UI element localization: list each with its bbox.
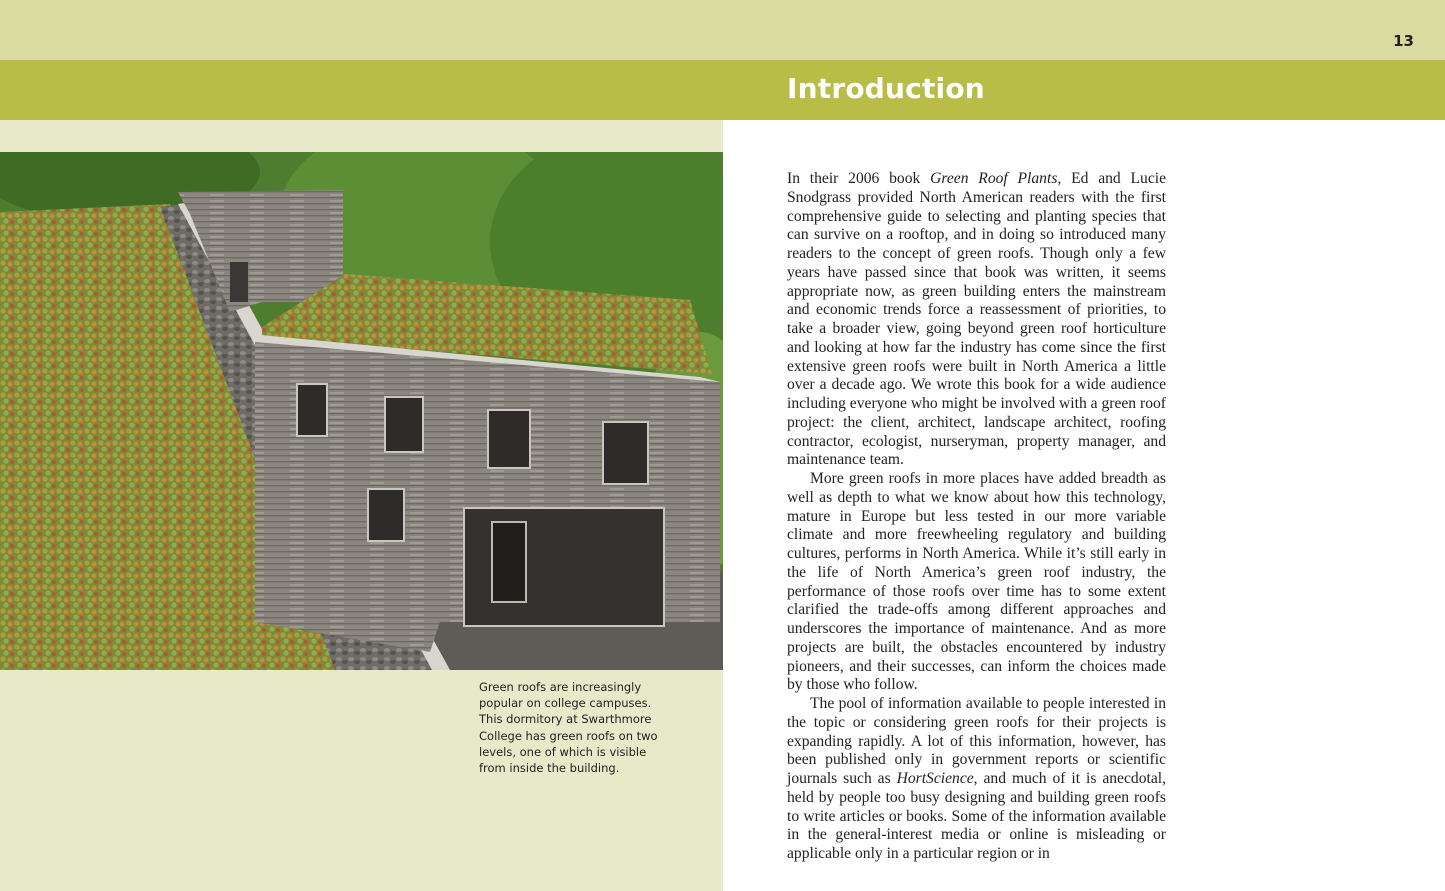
paragraph-1: In their 2006 book Green Roof Plants, Ed and Lucie Snodgrass provided North American readers with the first comprehensive guide to selecting and planting species that can survive on a rooftop, and in doing so introduced many readers to the concept of green roofs. Though only a few years have passed since that book was written, it seems appropriate now, as green building enters the mainstream and economic trends force a reassessment of priorities, to take a broader view, going beyond green roof horticulture and looking at how far the industry has come since the first extensive green roofs were built in North America a little over a decade ago. We wrote this book for a wide audience including everyone who might be involved with a green roof project: the client, architect, landscape architect, roofing contractor, ecologist, nurseryman, property manager, and maintenance team. xyxy=(787,170,1166,469)
title-bar xyxy=(0,60,1445,120)
page-number: 13 xyxy=(1393,32,1414,50)
photo-green-roof-dormitory-icon xyxy=(0,152,723,670)
photo-caption: Green roofs are increasingly popular on college campuses. This dormitory at Swarthmore College has green roofs on two levels, one of which is visible from inside the building. xyxy=(479,680,658,776)
header-band xyxy=(0,0,1445,60)
chapter-title: Introduction xyxy=(787,72,985,105)
body-text xyxy=(787,170,1166,864)
paragraph-3: The pool of information available to people interested in the topic or considering green roofs for their projects is expanding rapidly. A lot of this information, however, has been published only in government reports or scientific journals such as HortScience, and much of it is anecdotal, held by people too busy designing and building green roofs to write articles or books. Some of the information available in the general-interest media or online is misleading or applicable only in a particular region or in xyxy=(787,695,1166,862)
green-roof-photo xyxy=(0,152,723,670)
paragraph-2: More green roofs in more places have added breadth as well as depth to what we know about how this technology, mature in Europe but less tested in our more variable climate and more freewheeling regulatory and building cultures, performs in North America. While it’s still early in the life of North America’s green roof industry, the performance of those roofs over time has to some extent clarified the trade-offs among different approaches and underscores the importance of maintenance. And as more projects are built, the obstacles encountered by industry pioneers, and their successes, can inform the choices made by those who follow. xyxy=(787,470,1166,694)
